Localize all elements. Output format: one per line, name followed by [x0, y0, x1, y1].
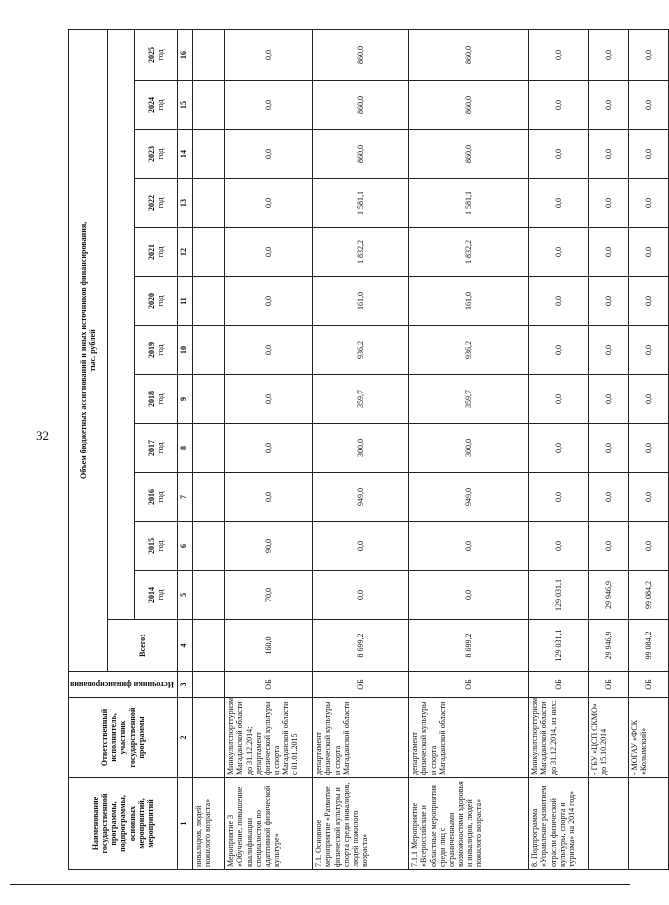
row-value-cell: 0,0 — [313, 522, 409, 571]
row-total-cell: 129 031,1 — [529, 620, 589, 672]
row-value-cell: 860,0 — [313, 130, 409, 179]
row-name-cell: 8. Подпрограмма «Управление развитием отрасли физической культуры, спорта и туризма» на 2014 год» — [529, 778, 589, 870]
header-source-label: Источники финансирования — [70, 680, 174, 690]
row-executor-cell — [193, 698, 225, 778]
row-value-cell: 949,0 — [409, 473, 529, 522]
row-total-cell: 29 946,9 — [589, 620, 629, 672]
row-total-cell: 99 084,2 — [629, 620, 669, 672]
row-value-cell: 0,0 — [529, 522, 589, 571]
row-value-cell: 0,0 — [225, 179, 313, 228]
row-value-cell: 0,0 — [589, 375, 629, 424]
header-funding-title: Объем бюджетных ассигнований и иных источников финансирования, — [78, 221, 88, 480]
row-value-cell: 860,0 — [409, 130, 529, 179]
row-value-cell: 1 581,1 — [409, 179, 529, 228]
row-value-cell: 0,0 — [529, 424, 589, 473]
row-value-cell: 99 084,2 — [629, 571, 669, 620]
column-numbers-row — [178, 29, 193, 869]
row-executor-cell: - ГБУ «ЦСП СКМО» до 15.10.2014 — [589, 698, 629, 778]
row-value-cell: 0,0 — [529, 326, 589, 375]
row-total-cell: 8 699,2 — [409, 620, 529, 672]
row-value-cell: 0,0 — [629, 326, 669, 375]
row-value-cell: 0,0 — [629, 130, 669, 179]
column-number: 14 — [178, 130, 193, 179]
row-value-cell — [193, 473, 225, 522]
header-year-word: год — [156, 442, 166, 454]
row-value-cell: 0,0 — [529, 277, 589, 326]
funding-table — [68, 29, 669, 870]
row-value-cell: 0,0 — [529, 29, 589, 80]
table-row — [529, 29, 589, 869]
row-value-cell: 0,0 — [529, 375, 589, 424]
row-value-cell: 0,0 — [313, 571, 409, 620]
row-value-cell: 0,0 — [225, 375, 313, 424]
row-value-cell: 0,0 — [225, 326, 313, 375]
row-value-cell — [193, 228, 225, 277]
row-value-cell: 0,0 — [529, 81, 589, 130]
row-value-cell — [193, 571, 225, 620]
header-year-value: 2021 — [146, 244, 156, 260]
header-year-word: год — [156, 589, 166, 601]
table-row — [225, 29, 313, 869]
row-value-cell: 70,0 — [225, 571, 313, 620]
row-value-cell: 860,0 — [313, 29, 409, 80]
column-number: 7 — [178, 473, 193, 522]
table-row — [193, 29, 225, 869]
row-value-cell: 860,0 — [409, 81, 529, 130]
column-number: 10 — [178, 326, 193, 375]
row-value-cell: 0,0 — [589, 228, 629, 277]
row-value-cell: 0,0 — [589, 326, 629, 375]
row-value-cell: 359,7 — [409, 375, 529, 424]
header-year — [135, 424, 178, 473]
header-year — [135, 522, 178, 571]
table-body — [178, 29, 669, 869]
row-executor-cell: департамент физической культуры и спорта Магаданской области — [313, 698, 409, 778]
table-row — [589, 29, 629, 869]
row-value-cell: 1 832,2 — [313, 228, 409, 277]
header-year-value: 2016 — [146, 489, 156, 505]
row-value-cell: 0,0 — [589, 81, 629, 130]
row-value-cell: 0,0 — [629, 29, 669, 80]
row-value-cell: 1 581,1 — [313, 179, 409, 228]
row-value-cell: 0,0 — [225, 29, 313, 80]
header-funding-units: тыс. рублей — [88, 329, 97, 372]
row-value-cell: 0,0 — [529, 179, 589, 228]
row-source-cell — [193, 672, 225, 698]
row-value-cell: 0,0 — [225, 473, 313, 522]
row-value-cell: 0,0 — [589, 179, 629, 228]
header-year — [135, 179, 178, 228]
row-value-cell: 0,0 — [409, 571, 529, 620]
row-value-cell: 29 946,9 — [589, 571, 629, 620]
header-name: Наименование государственной программы, подпрограммы, основных мероприятий, мероприятий — [69, 778, 178, 870]
header-year-value: 2018 — [146, 391, 156, 407]
header-year-word: год — [156, 246, 166, 258]
row-value-cell: 936,2 — [313, 326, 409, 375]
row-value-cell — [193, 179, 225, 228]
header-total: Всего: — [108, 620, 178, 672]
header-year-word: год — [156, 344, 166, 356]
row-value-cell: 0,0 — [409, 522, 529, 571]
row-value-cell: 0,0 — [529, 130, 589, 179]
row-name-cell: 7.1. Основное мероприятие «Развитие физической культуры и спорта среди инвалидов, людей пожилого возраста» — [313, 778, 409, 870]
row-value-cell: 0,0 — [629, 522, 669, 571]
row-value-cell: 0,0 — [629, 179, 669, 228]
row-value-cell: 300,0 — [409, 424, 529, 473]
row-value-cell: 0,0 — [529, 228, 589, 277]
header-source — [69, 672, 178, 698]
row-total-cell: 160,0 — [225, 620, 313, 672]
row-value-cell: 860,0 — [409, 29, 529, 80]
row-value-cell: 0,0 — [589, 522, 629, 571]
header-year — [135, 228, 178, 277]
column-number: 1 — [178, 778, 193, 870]
table-row — [409, 29, 529, 869]
column-number: 9 — [178, 375, 193, 424]
table-row — [313, 29, 409, 869]
column-number: 6 — [178, 522, 193, 571]
header-year-word: год — [156, 99, 166, 111]
row-value-cell: 0,0 — [629, 277, 669, 326]
row-value-cell: 0,0 — [589, 424, 629, 473]
row-executor-cell: Минкультспорттуризм Магаданской области до 31.12.2014; департамент физической культуры и спорта Магаданской области с 01.01.2015 — [225, 698, 313, 778]
row-value-cell: 359,7 — [313, 375, 409, 424]
header-year-value: 2019 — [146, 342, 156, 358]
header-year-word: год — [156, 295, 166, 307]
row-name-cell: Мероприятие 3 «Обучение, повышение квалификации специалистов по адаптивной физической культуре» — [225, 778, 313, 870]
header-year-word: год — [156, 393, 166, 405]
row-value-cell: 161,0 — [409, 277, 529, 326]
row-value-cell — [193, 522, 225, 571]
row-name-cell — [589, 778, 629, 870]
row-total-cell — [193, 620, 225, 672]
row-value-cell: 90,0 — [225, 522, 313, 571]
header-year-word: год — [156, 49, 166, 61]
row-name-cell: 7.1.1 Мероприятие «Всероссийские и областные мероприятия среди лиц с ограниченными возможностями здоровья и инвалидов, людей пожилого возраста» — [409, 778, 529, 870]
header-row-1 — [69, 29, 108, 869]
header-year-value: 2015 — [146, 538, 156, 554]
row-value-cell: 936,2 — [409, 326, 529, 375]
row-value-cell: 0,0 — [589, 277, 629, 326]
row-value-cell — [193, 277, 225, 326]
row-source-cell: ОБ — [313, 672, 409, 698]
row-executor-cell: Минкультспорттуризм Магаданской области до 31.12.2014, из них: — [529, 698, 589, 778]
header-funding — [69, 29, 108, 671]
row-executor-cell: департамент физической культуры и спорта Магаданской области — [409, 698, 529, 778]
column-number: 8 — [178, 424, 193, 473]
row-value-cell: 300,0 — [313, 424, 409, 473]
row-value-cell: 0,0 — [589, 29, 629, 80]
header-year — [135, 29, 178, 80]
row-source-cell: ОБ — [529, 672, 589, 698]
column-number: 2 — [178, 698, 193, 778]
column-number: 3 — [178, 672, 193, 698]
header-year-value: 2017 — [146, 440, 156, 456]
row-value-cell: 0,0 — [225, 277, 313, 326]
column-number: 16 — [178, 29, 193, 80]
row-value-cell — [193, 424, 225, 473]
page-number: 32 — [36, 428, 49, 443]
header-year — [135, 130, 178, 179]
table-row — [629, 29, 669, 869]
row-value-cell: 949,0 — [313, 473, 409, 522]
row-value-cell: 0,0 — [225, 130, 313, 179]
row-value-cell: 1 832,2 — [409, 228, 529, 277]
rotated-table-container — [68, 30, 654, 870]
header-year — [135, 473, 178, 522]
row-name-cell — [629, 778, 669, 870]
row-value-cell: 0,0 — [225, 228, 313, 277]
row-value-cell: 0,0 — [225, 424, 313, 473]
row-value-cell: 0,0 — [629, 228, 669, 277]
header-year — [135, 81, 178, 130]
row-value-cell: 0,0 — [225, 81, 313, 130]
header-year — [135, 571, 178, 620]
row-value-cell — [193, 375, 225, 424]
bottom-rule — [10, 884, 630, 885]
row-value-cell: 0,0 — [589, 473, 629, 522]
header-spacer — [108, 29, 135, 619]
column-number: 13 — [178, 179, 193, 228]
header-year-value: 2024 — [146, 97, 156, 113]
row-executor-cell: - МОГАУ «ФСК «Колымский» — [629, 698, 669, 778]
header-year-value: 2022 — [146, 195, 156, 211]
header-year-word: год — [156, 491, 166, 503]
row-value-cell: 0,0 — [589, 130, 629, 179]
row-value-cell — [193, 130, 225, 179]
column-number: 4 — [178, 620, 193, 672]
row-value-cell: 0,0 — [629, 81, 669, 130]
header-year-value: 2023 — [146, 146, 156, 162]
column-number: 11 — [178, 277, 193, 326]
header-year-value: 2025 — [146, 46, 156, 63]
row-value-cell: 161,0 — [313, 277, 409, 326]
header-year-word: год — [156, 148, 166, 160]
header-year — [135, 326, 178, 375]
header-year-word: год — [156, 197, 166, 209]
row-value-cell: 0,0 — [629, 375, 669, 424]
header-year-value: 2020 — [146, 293, 156, 309]
column-number: 15 — [178, 81, 193, 130]
row-source-cell: ОБ — [225, 672, 313, 698]
column-number: 5 — [178, 571, 193, 620]
row-value-cell: 0,0 — [629, 473, 669, 522]
row-source-cell: ОБ — [589, 672, 629, 698]
row-value-cell: 0,0 — [529, 473, 589, 522]
row-value-cell — [193, 81, 225, 130]
header-year — [135, 277, 178, 326]
column-number: 12 — [178, 228, 193, 277]
row-value-cell: 129 031,1 — [529, 571, 589, 620]
header-executor: Ответственный исполнитель, участник государственной программы — [69, 698, 178, 778]
row-value-cell — [193, 326, 225, 375]
row-source-cell: ОБ — [409, 672, 529, 698]
row-name-cell: инвалидов, людей пожилого возраста» — [193, 778, 225, 870]
header-year-word: год — [156, 540, 166, 552]
row-value-cell — [193, 29, 225, 80]
row-total-cell: 8 699,2 — [313, 620, 409, 672]
header-year-value: 2014 — [146, 587, 156, 603]
row-source-cell: ОБ — [629, 672, 669, 698]
row-value-cell: 860,0 — [313, 81, 409, 130]
header-year — [135, 375, 178, 424]
row-value-cell: 0,0 — [629, 424, 669, 473]
